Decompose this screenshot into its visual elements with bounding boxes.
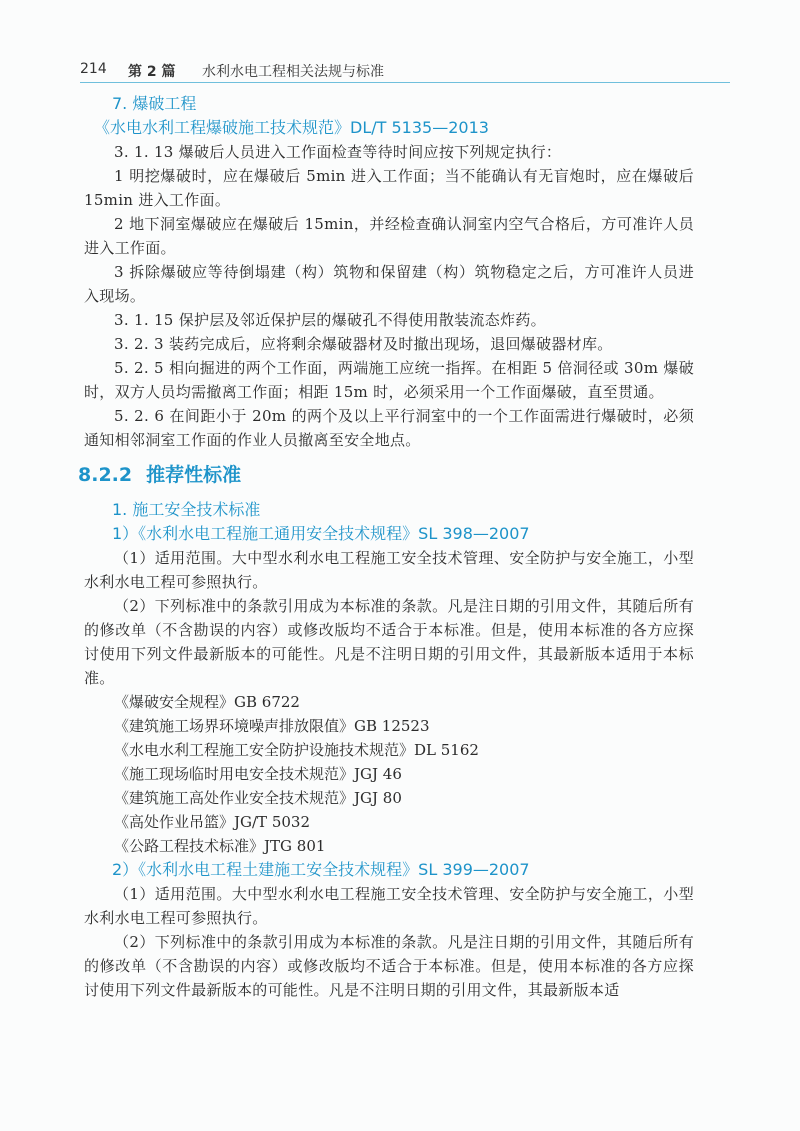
- clause-paragraph: 3. 1. 13 爆破后人员进入工作面检查等待时间应按下列规定执行：: [114, 143, 562, 161]
- scope-paragraph: （1）适用范围。大中型水利水电工程施工安全技术管理、安全防护与安全施工，小型水利水电工程可参照执行。: [84, 549, 694, 591]
- scope-paragraph: （1）适用范围。大中型水利水电工程施工安全技术管理、安全防护与安全施工，小型水利水电工程可参照执行。: [84, 885, 694, 927]
- blasting-standard-title: 《水电水利工程爆破施工技术规范》DL/T 5135—2013: [94, 118, 489, 137]
- reference-item: 《公路工程技术标准》JTG 801: [114, 837, 326, 855]
- blasting-heading: 7. 爆破工程: [112, 94, 197, 113]
- reference-item: 《建筑施工高处作业安全技术规范》JGJ 80: [114, 789, 402, 807]
- standard-title-sl398: 1）《水利水电工程施工通用安全技术规程》SL 398—2007: [112, 524, 530, 543]
- reference-paragraph: （2）下列标准中的条款引用成为本标准的条款。凡是注日期的引用文件，其随后所有的修改单（不含勘误的内容）或修改版均不适合于本标准。但是，使用本标准的各方应探讨使用下列文件最新版本的可能性。凡是不注明日期的引用文件，其最新版本适用于本标准。: [84, 597, 694, 687]
- section-heading: [78, 460, 694, 490]
- section-number: 8.2.2: [78, 464, 133, 486]
- construction-heading: 1. 施工安全技术标准: [112, 500, 261, 519]
- page-number: 214: [80, 61, 107, 77]
- clause-paragraph: 3. 2. 3 装药完成后，应将剩余爆破器材及时撤出现场，退回爆破器材库。: [114, 335, 613, 353]
- clause-paragraph: 2 地下洞室爆破应在爆破后 15min，并经检查确认洞室内空气合格后，方可准许人员进入工作面。: [84, 215, 694, 257]
- reference-item: 《水电水利工程施工安全防护设施技术规范》DL 5162: [114, 741, 479, 759]
- section-title: 推荐性标准: [146, 464, 242, 486]
- reference-item: 《施工现场临时用电安全技术规范》JGJ 46: [114, 765, 402, 783]
- reference-item: 《建筑施工场界环境噪声排放限值》GB 12523: [114, 717, 430, 735]
- running-header: [80, 58, 720, 82]
- clause-paragraph: 5. 2. 5 相向掘进的两个工作面，两端施工应统一指挥。在相距 5 倍洞径或 30m 爆破时，双方人员均需撤离工作面；相距 15m 时，必须采用一个工作面爆破，直至贯通。: [84, 359, 694, 401]
- clause-paragraph: 3 拆除爆破应等待倒塌建（构）筑物和保留建（构）筑物稳定之后，方可准许人员进入现场。: [84, 263, 694, 305]
- clause-paragraph: 3. 1. 15 保护层及邻近保护层的爆破孔不得使用散装流态炸药。: [114, 311, 546, 329]
- reference-paragraph: （2）下列标准中的条款引用成为本标准的条款。凡是注日期的引用文件，其随后所有的修改单（不含勘误的内容）或修改版均不适合于本标准。但是，使用本标准的各方应探讨使用下列文件最新版本的可能性。凡是不注明日期的引用文件，其最新版本适: [84, 933, 694, 999]
- part-title: 水利水电工程相关法规与标准: [202, 64, 384, 80]
- standard-title-sl399: 2）《水利水电工程土建施工安全技术规程》SL 399—2007: [112, 860, 530, 879]
- reference-item: 《爆破安全规程》GB 6722: [114, 693, 300, 711]
- clause-paragraph: 1 明挖爆破时，应在爆破后 5min 进入工作面；当不能确认有无盲炮时，应在爆破后 15min 进入工作面。: [84, 167, 694, 209]
- part-label: 第 2 篇: [128, 64, 176, 80]
- header-rule: [80, 82, 730, 83]
- clause-paragraph: 5. 2. 6 在间距小于 20m 的两个及以上平行洞室中的一个工作面需进行爆破时，必须通知相邻洞室工作面的作业人员撤离至安全地点。: [84, 407, 694, 449]
- reference-item: 《高处作业吊篮》JG/T 5032: [114, 813, 310, 831]
- page-body: [78, 92, 694, 1002]
